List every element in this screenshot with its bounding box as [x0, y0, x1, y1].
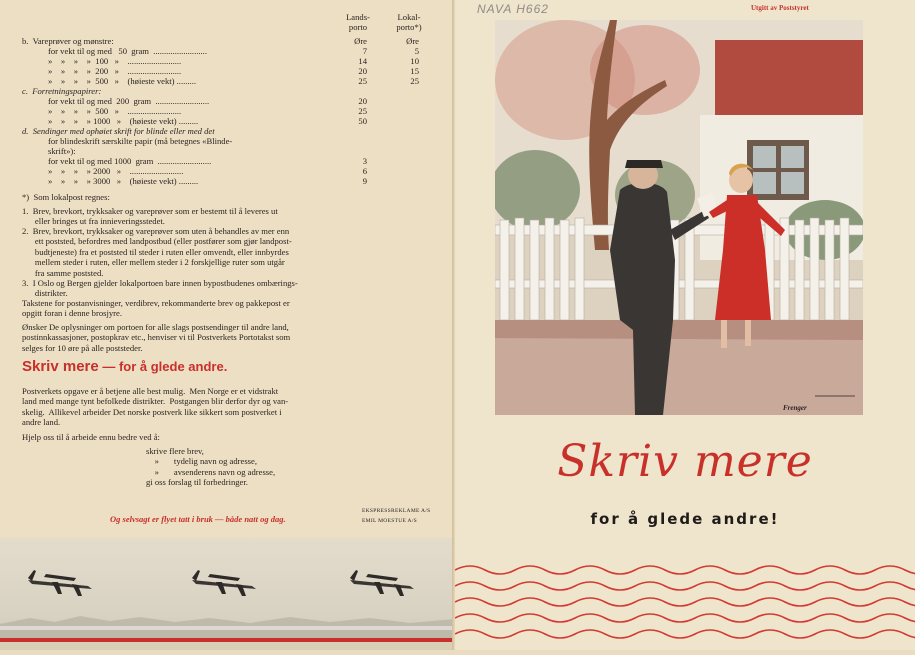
rate-row: » » » » 2000 » ......................... [48, 166, 184, 176]
slogan: Og selvsagt er flyet tatt i bruk — både natt og dag. [110, 514, 286, 524]
lokalpost-item-1: 1. Brev, brevkort, trykksaker og vareprøver som er bestemt til å leveres ut eller bringes ut fra innieveringsstedet. [22, 206, 278, 227]
rate-land: 7 [362, 46, 367, 56]
rate-row: » » » » 100 » ......................... [48, 56, 182, 66]
airplane-band [0, 538, 455, 650]
printer-1: EKSPRESSREKLAME A/S [362, 508, 431, 514]
postverkets-paragraph: Postverkets opgave er å betjene alle best mulig. Men Norge er et vidstrakt land med mange tynt befolkede distrikter. Postgangen blir derfor dyr og van- skelig. Allikevel arbeider Det norske postverk like sikkert som postverket i andre land. [22, 386, 289, 428]
unit-land: Øre [354, 36, 367, 46]
rate-land: 25 [358, 106, 367, 116]
rate-land: 20 [358, 96, 367, 106]
rate-row: for vekt til og med 200 gram ......................... [48, 96, 210, 106]
publisher: Utgitt av Poststyret [751, 4, 809, 12]
wave-lines [455, 560, 915, 650]
hjelp-paragraph: Hjelp oss til å arbeide ennu bedre ved å: [22, 432, 160, 442]
hjelp-list: skrive flere brev, » tydelig navn og adresse, » avsenderens navn og adresse, gi oss forslag til forbedringer. [146, 446, 276, 488]
rate-row: » » » » 500 » ......................... [48, 106, 182, 116]
rate-row: » » » » 1000 » (høieste vekt) ......... [48, 116, 199, 126]
rate-land: 9 [362, 176, 367, 186]
cover-title: Skriv mere [557, 436, 813, 487]
section-heading [22, 358, 227, 375]
rate-land: 14 [358, 56, 367, 66]
rate-local: 10 [410, 56, 419, 66]
right-page [455, 0, 915, 650]
lokalpost-intro: *) Som lokalpost regnes: [22, 192, 110, 202]
onsker-paragraph: Ønsker De oplysninger om portoen for alle slags postsendinger til andre land, postinnkassasjoner, postopkrav etc., henviser vi til Postverkets Portotakst som selges for 10 øre på alle poststeder. [22, 322, 291, 353]
rate-row: » » » » 200 » ......................... [48, 66, 182, 76]
airplane-icon [28, 570, 92, 596]
archive-stamp: NAVA H662 [477, 2, 549, 16]
rate-land: 3 [362, 156, 367, 166]
col-header-land: Lands- porto [346, 12, 370, 32]
section-d-label-2: for blindeskrift særskilte papir (må betegnes «Blinde- [48, 136, 233, 146]
cover-subtitle: for å glede andre! [590, 510, 780, 528]
section-c-label: c. Forretningspapirer: [22, 86, 102, 96]
rate-land: 50 [358, 116, 367, 126]
rate-land: 6 [362, 166, 367, 176]
rate-local: 15 [410, 66, 419, 76]
unit-local: Øre [406, 36, 419, 46]
airplane-band-art [0, 538, 455, 650]
lokalpost-item-2: 2. Brev, brevkort, trykksaker og vareprøver som uten å behandles av mer enn ett poststed, befordres med landpostbud (eller postfører som gjør landpost- budtjeneste) fra et poststed til steder i ruten eller omvendt, eller innbyrdes mellem steder i ruten, eller mellem steder i 2 forskjellige ruter som utgår fra samme poststed. [22, 226, 292, 278]
section-d-label-3: skrift»): [48, 146, 76, 156]
printer-2: EMIL MOESTUE A/S [362, 518, 418, 524]
rate-row: » » » » 500 » (høieste vekt) ......... [48, 76, 196, 86]
section-b-label: b. Vareprøver og mønstre: [22, 36, 114, 46]
heading-rest: — for å glede andre. [98, 359, 228, 374]
section-d-label: d. Sendinger med ophøiet skrift for blinde eller med det [22, 126, 215, 136]
airplane-icon [350, 570, 414, 596]
lokalpost-item-3: 3. I Oslo og Bergen gjelder lokalportoen bare innen bypostbudenes ombærings- distrikter. [22, 278, 298, 299]
rate-row: » » » » 3000 » (høieste vekt) ......... [48, 176, 199, 186]
takstene-paragraph: Takstene for postanvisninger, verdibrev, rekommanderte brev og pakkepost er opgitt foran i denne brosjyre. [22, 298, 290, 319]
rate-row: for vekt til og med 1000 gram ......................... [48, 156, 212, 166]
rate-land: 25 [358, 76, 367, 86]
rate-local: 5 [414, 46, 419, 56]
rate-land: 20 [358, 66, 367, 76]
artist-signature: Frenger [783, 404, 807, 412]
rate-row: for vekt til og med 50 gram ......................... [48, 46, 207, 56]
col-header-local: Lokal- porto*) [396, 12, 422, 32]
heading-bold: Skriv mere [22, 358, 99, 375]
airplane-icon [192, 570, 256, 596]
cover-illustration [495, 20, 863, 415]
left-page [0, 0, 455, 650]
rate-local: 25 [410, 76, 419, 86]
